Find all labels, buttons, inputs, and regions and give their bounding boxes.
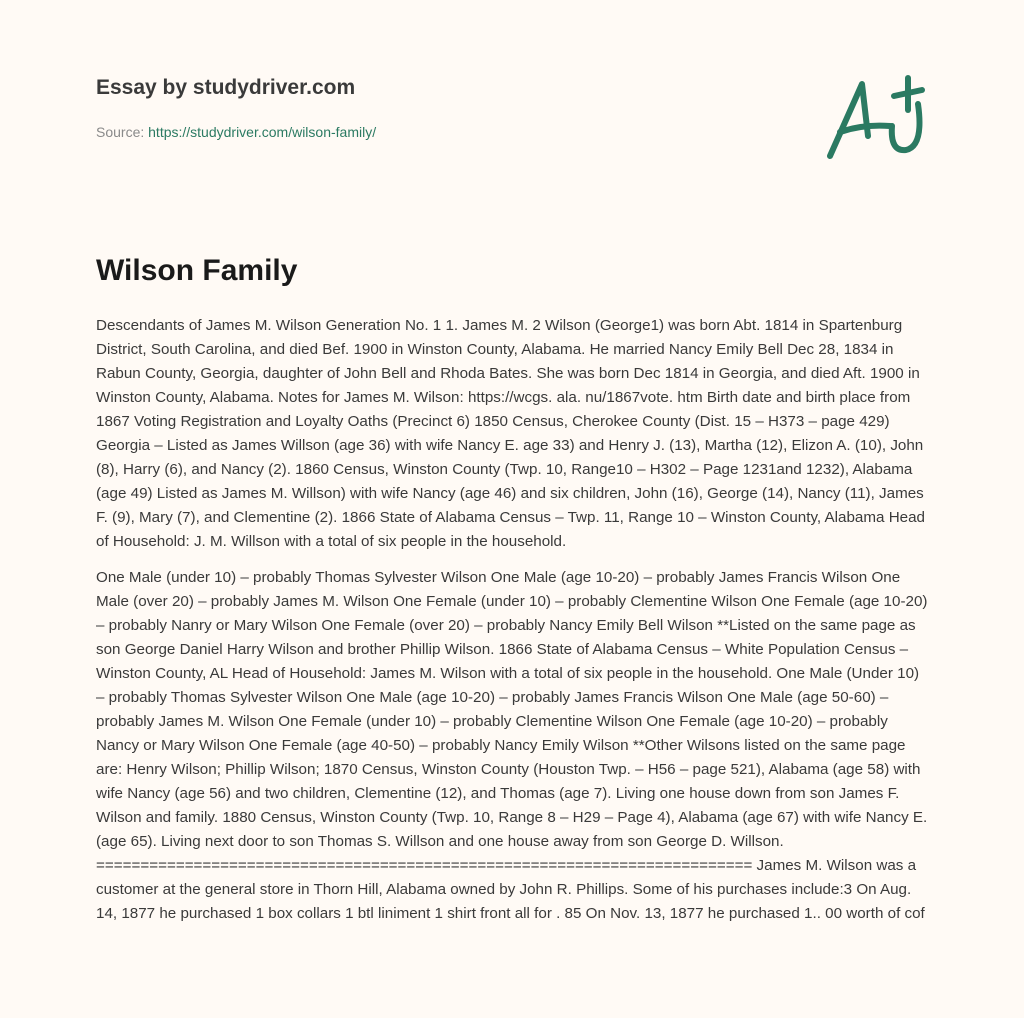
- paragraph: One Male (under 10) – probably Thomas Sylvester Wilson One Male (age 10-20) – probably James Francis Wilson One Male (over 20) – probably James M. Wilson One Female (under 10) – probably Clementine Wilson One Female (age 10-20) – probably Nanry or Mary Wilson One Female (over 20) – probably Nancy Emily Bell Wilson **Listed on the same page as son George Daniel Harry Wilson and brother Phillip Wilson. 1866 State of Alabama Census – White Population Census – Winston County, AL Head of Household: James M. Wilson with a total of six people in the household. One Male (Under 10) – probably Thomas Sylvester Wilson One Male (age 10-20) – probably James Francis Wilson One Male (age 50-60) – probably James M. Wilson One Female (under 10) – probably Clementine Wilson One Female (age 10-20) – probably Nancy or Mary Wilson One Female (age 40-50) – probably Nancy Emily Wilson **Other Wilsons listed on the same page are: Henry Wilson; Phillip Wilson; 1870 Census, Winston County (Houston Twp. – H56 – page 521), Alabama (age 58) with wife Nancy (age 56) and two children, Clementine (12), and Thomas (age 7). Living one house down from son James F. Wilson and family. 1880 Census, Winston County (Twp. 10, Range 8 – H29 – Page 4), Alabama (age 67) with wife Nancy E. (age 65). Living next door to son Thomas S. Willson and one house away from son George D. Willson. ========================================================================== James M. Wilson was a customer at the general store in Thorn Hill, Alabama owned by John R. Phillips. Some of his purchases include:3 On Aug. 14, 1877 he purchased 1 box collars 1 btl liniment 1 shirt front all for . 85 On Nov. 13, 1877 he purchased 1.. 00 worth of cof: [96, 569, 928, 922]
- source-link[interactable]: https://studydriver.com/wilson-family/: [148, 124, 377, 140]
- paragraph: Descendants of James M. Wilson Generation No. 1 1. James M. 2 Wilson (George1) was born Abt. 1814 in Spartenburg District, South Carolina, and died Bef. 1900 in Winston County, Alabama. He married Nancy Emily Bell Dec 28, 1834 in Rabun County, Georgia, daughter of John Bell and Rhoda Bates. She was born Dec 1814 in Georgia, and died Aft. 1900 in Winston County, Alabama. Notes for James M. Wilson: https://wcgs. ala. nu/1867vote. htm Birth date and birth place from 1867 Voting Registration and Loyalty Oaths (Precinct 6) 1850 Census, Cherokee County (Dist. 15 – H373 – page 429) Georgia – Listed as James Willson (age 36) with wife Nancy E. age 33) and Henry J. (13), Martha (12), Elizon A. (10), John (8), Harry (6), and Nancy (2). 1860 Census, Winston County (Twp. 10, Range10 – H302 – Page 1231and 1232), Alabama (age 49) Listed as James M. Willson) with wife Nancy (age 46) and six children, John (16), George (14), Nancy (11), James F. (9), Mary (7), and Clementine (2). 1866 State of Alabama Census – Twp. 11, Range 10 – Winston County, Alabama Head of Household: J. M. Willson with a total of six people in the household.: [96, 317, 925, 550]
- essay-body: [96, 314, 928, 938]
- page-title: Wilson Family: [96, 254, 298, 287]
- brand-title: Essay by studydriver.com: [96, 76, 356, 99]
- site-header: [96, 76, 355, 100]
- a-plus-logo-icon: [818, 66, 938, 166]
- source-line: [96, 124, 376, 140]
- source-label: Source:: [96, 124, 149, 140]
